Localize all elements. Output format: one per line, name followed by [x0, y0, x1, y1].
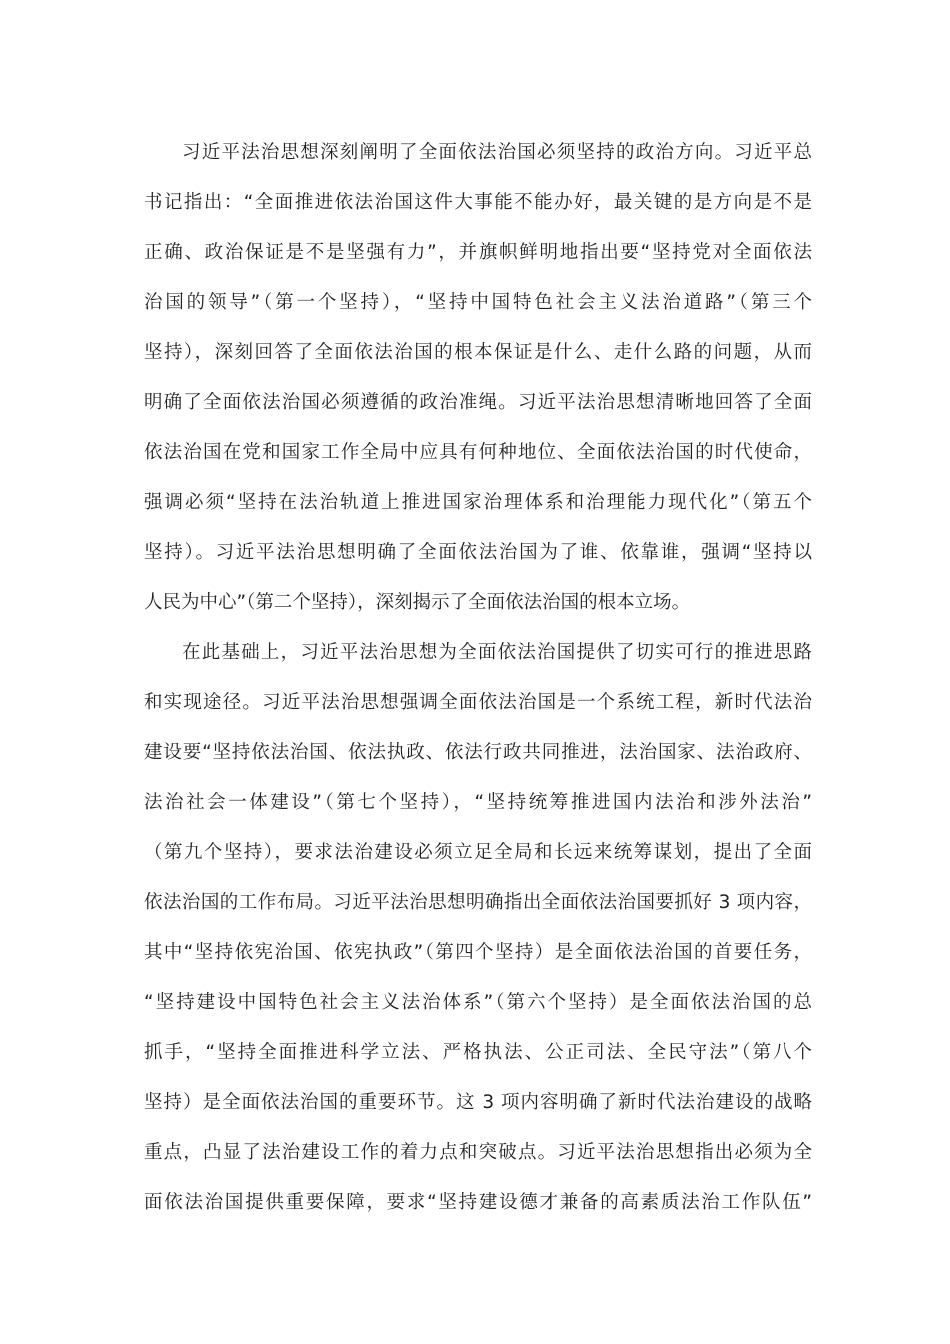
text-line: 法治社会一体建设”（第七个坚持），“坚持统筹推进国内法治和涉外法治” [144, 792, 812, 813]
text-line: 人民为中心”（第二个坚持），深刻揭示了全面依法治国的根本立场。 [144, 592, 691, 613]
document-body [144, 128, 812, 1228]
text-line: 强调必须“坚持在法治轨道上推进国家治理体系和治理能力现代化”（第五个 [144, 492, 812, 513]
text-line: “坚持建设中国特色社会主义法治体系”（第六个坚持）是全面依法治国的总 [144, 992, 812, 1013]
text-line: 其中“坚持依宪治国、依宪执政”（第四个坚持）是全面依法治国的首要任务， [144, 942, 812, 963]
text-line: 习近平法治思想深刻阐明了全面依法治国必须坚持的政治方向。习近平总 [182, 142, 812, 163]
text-line: 坚持），深刻回答了全面依法治国的根本保证是什么、走什么路的问题，从而 [144, 342, 812, 363]
text-line: 正确、政治保证是不是坚强有力”，并旗帜鲜明地指出要“坚持党对全面依法 [144, 242, 812, 263]
text-line: 和实现途径。习近平法治思想强调全面依法治国是一个系统工程，新时代法治 [144, 692, 812, 713]
text-line: 书记指出：“全面推进依法治国这件大事能不能办好，最关键的是方向是不是 [144, 192, 812, 213]
text-line: 建设要“坚持依法治国、依法执政、依法行政共同推进，法治国家、法治政府、 [144, 742, 812, 763]
text-line: 坚持）是全面依法治国的重要环节。这 3 项内容明确了新时代法治建设的战略 [144, 1092, 812, 1113]
paragraph-2 [144, 628, 812, 1228]
text-line: 在此基础上，习近平法治思想为全面依法治国提供了切实可行的推进思路 [182, 642, 812, 663]
text-line: 依法治国的工作布局。习近平法治思想明确指出全面依法治国要抓好 3 项内容， [144, 892, 812, 913]
text-line: 坚持）。习近平法治思想明确了全面依法治国为了谁、依靠谁，强调“坚持以 [144, 542, 812, 563]
text-line: 明确了全面依法治国必须遵循的政治准绳。习近平法治思想清晰地回答了全面 [144, 392, 812, 413]
paragraph-1 [144, 128, 812, 628]
text-line: （第九个坚持），要求法治建设必须立足全局和长远来统筹谋划，提出了全面 [144, 842, 812, 863]
text-line: 治国的领导”（第一个坚持），“坚持中国特色社会主义法治道路”（第三个 [144, 292, 812, 313]
text-line: 面依法治国提供重要保障，要求“坚持建设德才兼备的高素质法治工作队伍” [144, 1192, 812, 1213]
text-line: 重点，凸显了法治建设工作的着力点和突破点。习近平法治思想指出必须为全 [144, 1142, 812, 1163]
text-line: 抓手，“坚持全面推进科学立法、严格执法、公正司法、全民守法”（第八个 [144, 1042, 812, 1063]
text-line: 依法治国在党和国家工作全局中应具有何种地位、全面依法治国的时代使命， [144, 442, 812, 463]
